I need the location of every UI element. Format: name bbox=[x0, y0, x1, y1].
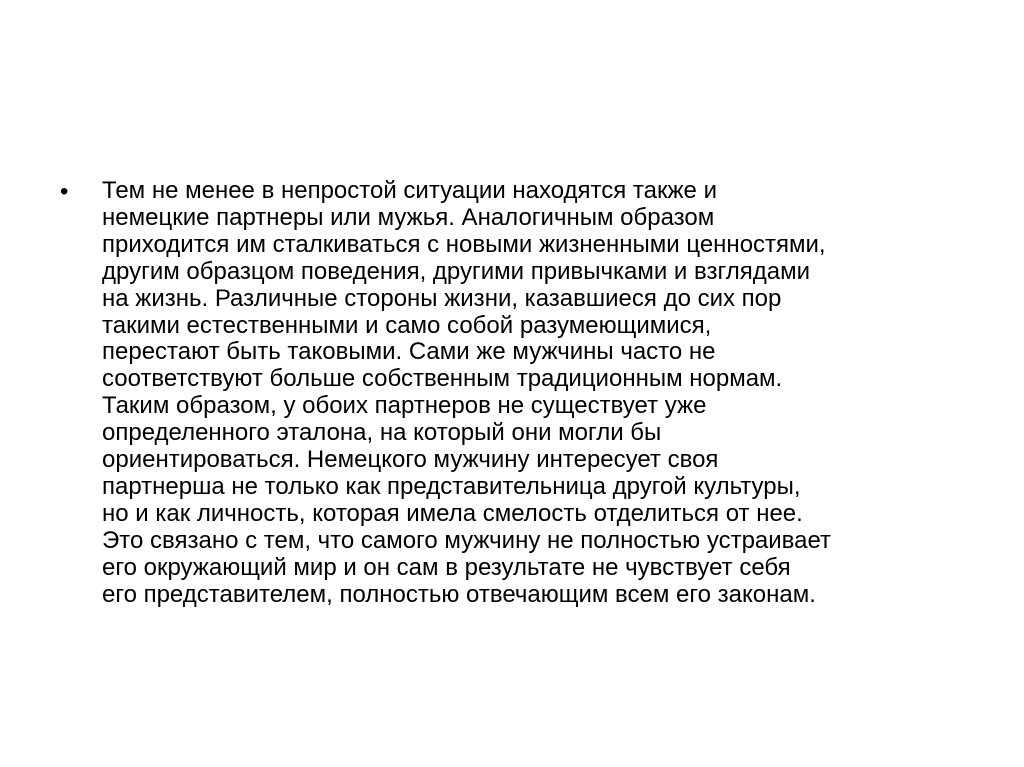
text-line: его окружающий мир и он сам в результате не чувствует себя bbox=[102, 553, 791, 581]
text-line: ориентироваться. Немецкого мужчину интересует своя bbox=[102, 446, 719, 474]
text-line: его представителем, полностью отвечающим всем его законам. bbox=[102, 580, 816, 608]
text-line: перестают быть таковыми. Сами же мужчины часто не bbox=[102, 338, 716, 366]
text-line: такими естественными и само собой разумеющимися, bbox=[102, 311, 712, 339]
bullet-marker: • bbox=[60, 178, 69, 205]
paragraph-text bbox=[102, 178, 978, 609]
bullet-paragraph bbox=[58, 178, 978, 609]
text-line: приходится им сталкиваться с новыми жизненными ценностями, bbox=[102, 230, 826, 258]
text-line: Таким образом, у обоих партнеров не существует уже bbox=[102, 392, 707, 420]
text-line: партнерша не только как представительница другой культуры, bbox=[102, 472, 801, 500]
text-line: Тем не менее в непростой ситуации находятся также и bbox=[102, 177, 717, 204]
text-line: соответствуют больше собственным традиционным нормам. bbox=[102, 365, 783, 393]
text-line: немецкие партнеры или мужья. Аналогичным образом bbox=[102, 203, 715, 231]
text-line: определенного эталона, на который они могли бы bbox=[102, 419, 662, 447]
text-line: но и как личность, которая имела смелость отделиться от нее. bbox=[102, 499, 803, 527]
text-line: Это связано с тем, что самого мужчину не полностью устраивает bbox=[102, 526, 832, 554]
text-line: другим образцом поведения, другими привычками и взглядами bbox=[102, 257, 810, 285]
text-line: на жизнь. Различные стороны жизни, казавшиеся до сих пор bbox=[102, 284, 782, 312]
